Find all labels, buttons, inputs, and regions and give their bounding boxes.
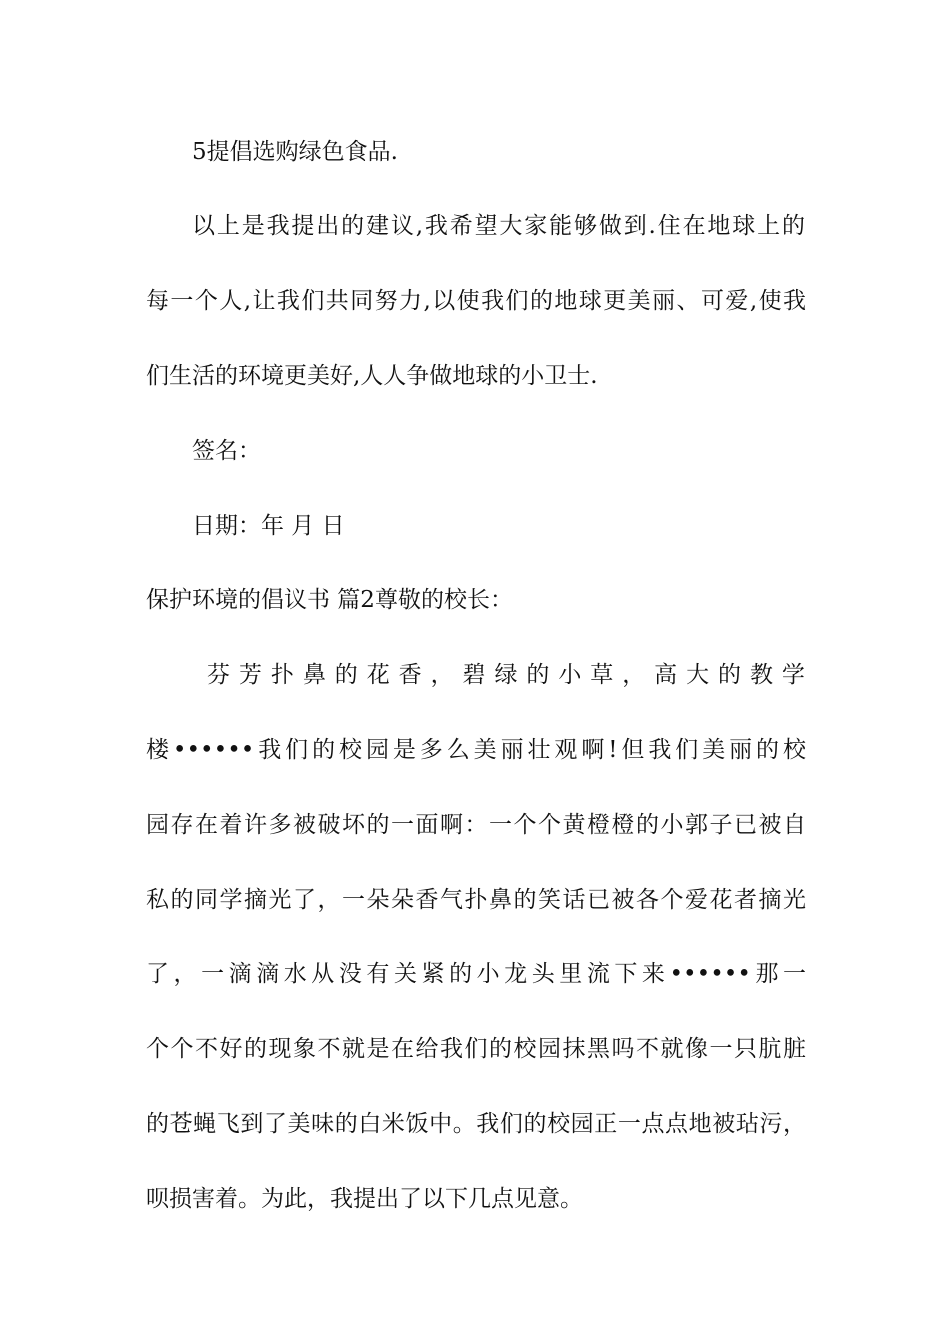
char: 大 (686, 662, 710, 688)
char: 草 (590, 662, 614, 688)
paragraph-line-spaced (207, 660, 805, 690)
date-label: 日期：年 月 日 (192, 513, 345, 539)
char: ， (622, 662, 646, 688)
char: 扑 (270, 662, 294, 688)
paragraph-line: 以上是我提出的建议,我希望大家能够做到.住在地球上的 (192, 213, 805, 239)
paragraph-line: 们生活的环境更美好,人人争做地球的小卫士. (146, 363, 598, 389)
char: 芳 (238, 662, 262, 688)
char: 小 (558, 662, 582, 688)
paragraph-line: 5提倡选购绿色食品. (192, 139, 398, 165)
paragraph-line: 个个不好的现象不就是在给我们的校园抹黑吗不就像一只肮脏 (146, 1036, 806, 1062)
char: 高 (654, 662, 678, 688)
paragraph-line: 呗损害着。为此，我提出了以下几点见意。 (146, 1186, 583, 1212)
paragraph-line: 私的同学摘光了，一朵朵香气扑鼻的笑话已被各个爱花者摘光 (146, 887, 806, 913)
paragraph-line: 园存在着许多被破坏的一面啊：一个个黄橙橙的小郭子已被自 (146, 812, 806, 838)
char: 芬 (207, 662, 230, 688)
char: 碧 (462, 662, 486, 688)
char: 香 (398, 662, 422, 688)
char: 的 (526, 662, 550, 688)
char: 绿 (494, 662, 518, 688)
paragraph-line: 楼••••••我们的校园是多么美丽壮观啊!但我们美丽的校 (146, 737, 806, 763)
paragraph-line: 每一个人,让我们共同努力,以使我们的地球更美丽、可爱,使我 (146, 288, 806, 314)
char: ， (430, 662, 454, 688)
char: 花 (366, 662, 390, 688)
paragraph-line: 的苍蝇飞到了美味的白米饭中。我们的校园正一点点地被玷污， (146, 1111, 806, 1137)
signature-label: 签名： (192, 438, 261, 464)
char: 的 (718, 662, 741, 688)
char: 学 (781, 662, 805, 688)
char: 鼻 (302, 662, 326, 688)
char: 教 (749, 662, 773, 688)
section-heading: 保护环境的倡议书 篇2尊敬的校长： (146, 587, 513, 613)
char: 的 (334, 662, 358, 688)
paragraph-line: 了，一滴滴水从没有关紧的小龙头里流下来••••••那一 (146, 961, 806, 987)
